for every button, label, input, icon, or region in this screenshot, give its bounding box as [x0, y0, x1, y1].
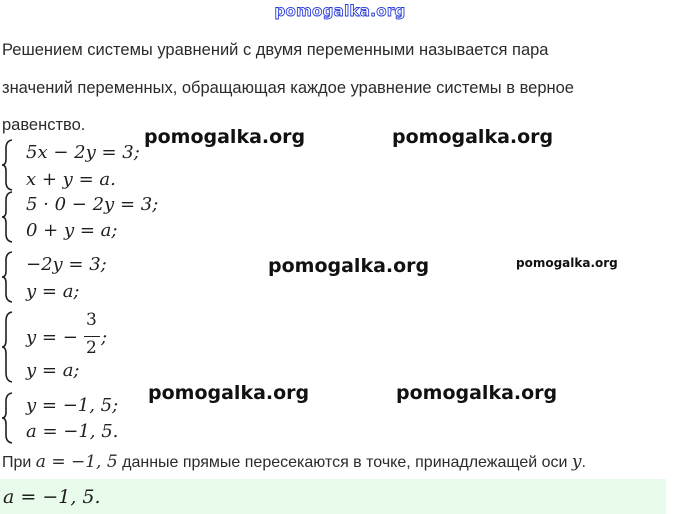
left-brace-icon	[1, 250, 15, 304]
system-1-equation-2: x + y = a.	[26, 169, 116, 190]
conclusion-sentence	[2, 452, 586, 472]
system-2-equation-1: 5 · 0 − 2y = 3;	[26, 194, 159, 215]
left-brace-icon	[1, 138, 15, 192]
conclusion-prefix: При	[2, 454, 32, 471]
equation-system-4	[0, 310, 180, 384]
intro-line-2: значений переменных, обращающая каждое уравнение системы в верное	[2, 79, 574, 97]
fraction-bar	[84, 336, 100, 337]
left-brace-icon	[1, 391, 15, 445]
watermark: pomogalka.org	[144, 126, 306, 148]
equation-system-3	[0, 250, 180, 304]
watermark: pomogalka.org	[268, 255, 430, 277]
system-3-equation-2: y = a;	[26, 281, 80, 302]
system-4-equation-1-prefix: y = −	[26, 327, 78, 348]
system-3-equation-1: −2y = 3;	[26, 254, 107, 275]
left-brace-icon	[1, 190, 15, 244]
fraction-denominator: 2	[86, 338, 97, 358]
system-5-equation-1: y = −1, 5;	[26, 395, 119, 416]
conclusion-math-value: a = −1, 5	[35, 452, 118, 472]
watermark: pomogalka.org	[516, 256, 618, 270]
conclusion-axis: y	[571, 452, 582, 472]
left-brace-icon	[1, 310, 15, 384]
watermark: pomogalka.org	[396, 382, 558, 404]
conclusion-middle: данные прямые пересекаются в точке, принадлежащей оси	[122, 454, 568, 471]
conclusion-suffix: .	[581, 454, 586, 471]
system-4-equation-1-suffix: ;	[101, 327, 108, 348]
system-1-equation-1: 5x − 2y = 3;	[26, 142, 140, 163]
intro-line-1: Решением системы уравнений с двумя переменными называется пара	[2, 41, 549, 59]
site-logo: pomogalka.org	[274, 2, 406, 20]
answer-text: a = −1, 5.	[3, 486, 101, 508]
intro-line-3: равенство.	[2, 116, 86, 134]
watermark: pomogalka.org	[392, 126, 554, 148]
system-4-equation-2: y = a;	[26, 360, 80, 381]
watermark: pomogalka.org	[148, 382, 310, 404]
fraction-numerator: 3	[86, 310, 97, 330]
equation-system-2	[0, 190, 180, 244]
system-2-equation-2: 0 + y = a;	[26, 220, 118, 241]
system-5-equation-2: a = −1, 5.	[26, 421, 119, 442]
